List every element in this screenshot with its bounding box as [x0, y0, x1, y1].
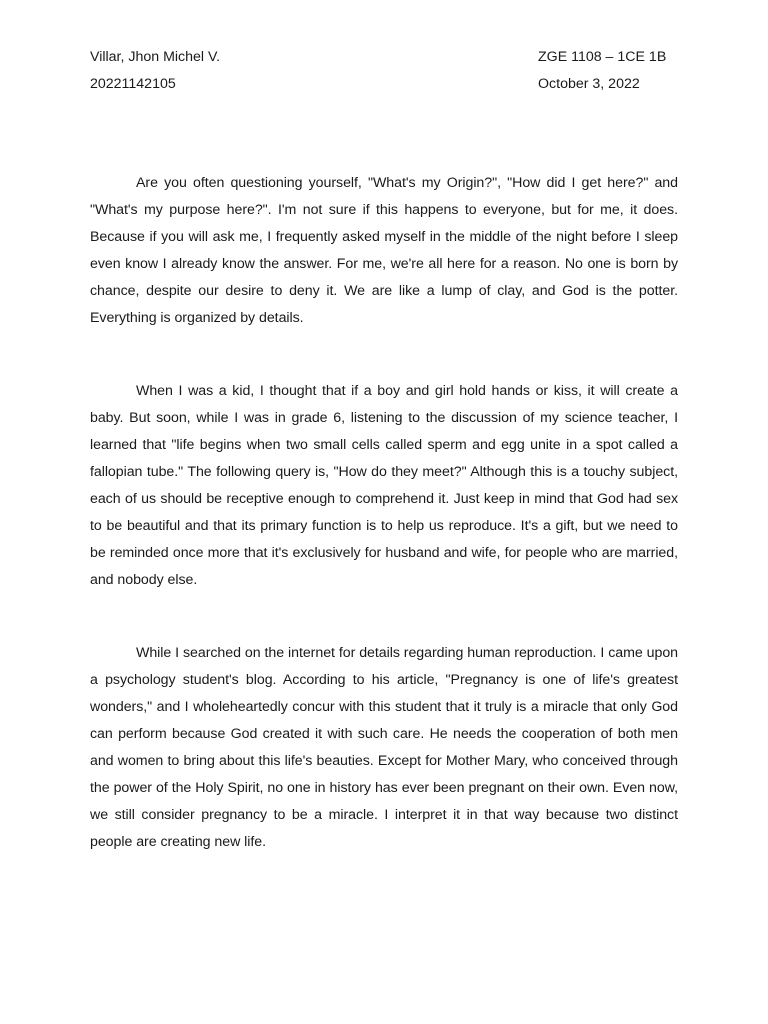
document-header: [90, 44, 678, 98]
header-row-2: [90, 71, 678, 98]
document-body: [90, 170, 678, 902]
document-date: October 3, 2022: [538, 76, 640, 92]
paragraph: Are you often questioning yourself, "What's my Origin?", "How did I get here?" and "What's my purpose here?". I'm not sure if this happens to everyone, but for me, it does. Because if you will ask me, I frequently asked myself in the middle of the night before I sleep even know I already know the answer. For me, we're all here for a reason. No one is born by chance, despite our desire to deny it. We are like a lump of clay, and God is the potter. Everything is organized by details.: [90, 175, 678, 326]
paragraph: When I was a kid, I thought that if a boy and girl hold hands or kiss, it will create a baby. But soon, while I was in grade 6, listening to the discussion of my science teacher, I learned that "life begins when two small cells called sperm and egg unite in a spot called a fallopian tube." The following query is, "How do they meet?" Although this is a touchy subject, each of us should be receptive enough to comprehend it. Just keep in mind that God had sex to be beautiful and that its primary function is to help us reproduce. It's a gift, but we need to be reminded once more that it's exclusively for husband and wife, for people who are married, and nobody else.: [90, 383, 678, 588]
header-row-1: [90, 44, 678, 71]
paragraph: While I searched on the internet for details regarding human reproduction. I came upon a psychology student's blog. According to his article, "Pregnancy is one of life's greatest wonders," and I wholeheartedly concur with this student that it truly is a miracle that only God can perform because God created it with such care. He needs the cooperation of both men and women to bring about this life's beauties. Except for Mother Mary, who conceived through the power of the Holy Spirit, no one in history has ever been pregnant on their own. Even now, we still consider pregnancy to be a miracle. I interpret it in that way because two distinct people are creating new life.: [90, 645, 678, 850]
student-number: 20221142105: [90, 76, 176, 92]
course-section: ZGE 1108 – 1CE 1B: [538, 49, 667, 65]
student-name: Villar, Jhon Michel V.: [90, 49, 221, 65]
